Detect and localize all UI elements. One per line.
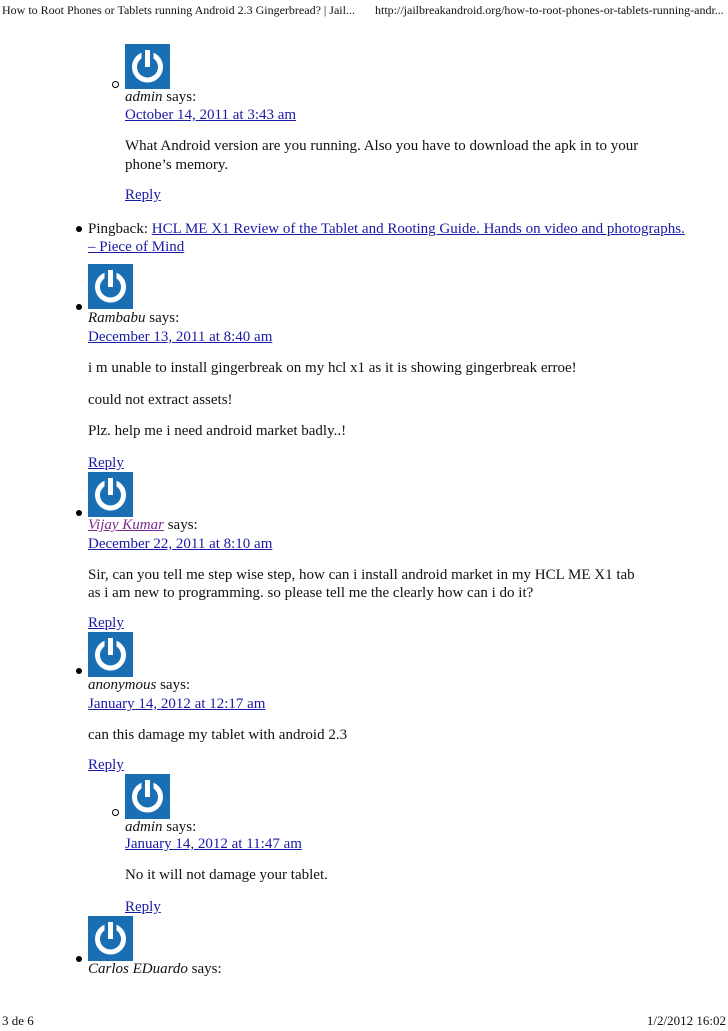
bullet-filled: [76, 956, 82, 962]
reply-link[interactable]: Reply: [125, 187, 161, 203]
print-datetime: 1/2/2012 16:02: [646, 1013, 726, 1028]
avatar-icon: [88, 916, 133, 961]
reply-link[interactable]: Reply: [125, 899, 161, 915]
avatar-icon: [125, 44, 170, 89]
comment-author: Carlos EDuardo: [88, 961, 188, 977]
comment-date-link[interactable]: January 14, 2012 at 11:47 am: [125, 836, 302, 852]
comment-author-link[interactable]: Vijay Kumar: [88, 517, 164, 533]
says-label: says:: [149, 310, 180, 326]
comment-text: i m unable to install gingerbreak on my hcl x1 as it is showing gingerbreak erroe!: [88, 360, 577, 376]
comment-author: Rambabu: [88, 310, 146, 326]
page-title: How to Root Phones or Tablets running Android 2.3 Gingerbread? | Jail...: [2, 3, 355, 17]
comment-date-link[interactable]: October 14, 2011 at 3:43 am: [125, 107, 297, 123]
comment-text-line: What Android version are you running. Also you have to download the apk in to your: [125, 138, 639, 154]
comment-author: anonymous: [88, 677, 157, 693]
bullet-hollow: [112, 809, 119, 816]
comment-text: No it will not damage your tablet.: [125, 867, 328, 883]
comment-text-line: as i am new to programming. so please tell me the clearly how can i do it?: [88, 585, 534, 601]
comment-text-line: phone’s memory.: [125, 157, 229, 173]
bullet-filled: [76, 668, 82, 674]
pingback-link-line2[interactable]: – Piece of Mind: [88, 239, 185, 255]
bullet-filled: [76, 226, 82, 232]
pingback-link[interactable]: HCL ME X1 Review of the Tablet and Rooting Guide. Hands on video and photographs.: [151, 221, 685, 237]
says-label: says:: [166, 819, 197, 835]
print-header: [0, 0, 728, 20]
avatar-icon: [88, 632, 133, 677]
bullet-filled: [76, 304, 82, 310]
comment-text: could not extract assets!: [88, 392, 233, 408]
reply-link[interactable]: Reply: [88, 615, 124, 631]
avatar-icon: [125, 774, 170, 819]
bullet-hollow: [112, 81, 119, 88]
avatar-icon: [88, 472, 133, 517]
comment-author: admin: [125, 819, 163, 835]
says-label: says:: [191, 961, 222, 977]
reply-link[interactable]: Reply: [88, 455, 124, 471]
avatar-icon: [88, 264, 133, 309]
says-label: says:: [160, 677, 191, 693]
comment-date-link[interactable]: December 13, 2011 at 8:40 am: [88, 329, 273, 345]
says-label: says:: [166, 89, 197, 105]
page-url: http://jailbreakandroid.org/how-to-root-phones-or-tablets-running-andr...: [375, 3, 724, 17]
says-label: says:: [167, 517, 198, 533]
comment-text: can this damage my tablet with android 2.3: [88, 727, 348, 743]
comment-text: Plz. help me i need android market badly..!: [88, 423, 347, 439]
comment-text-line: Sir, can you tell me step wise step, how can i install android market in my HCL ME X1 tab: [88, 567, 635, 583]
reply-link[interactable]: Reply: [88, 757, 124, 773]
print-footer: [0, 1012, 728, 1030]
bullet-filled: [76, 510, 82, 516]
page-number: 3 de 6: [2, 1013, 34, 1028]
comment-author: admin: [125, 89, 163, 105]
pingback-label: Pingback:: [88, 221, 148, 237]
comment-date-link[interactable]: December 22, 2011 at 8:10 am: [88, 536, 273, 552]
comment-date-link[interactable]: January 14, 2012 at 12:17 am: [88, 696, 266, 712]
